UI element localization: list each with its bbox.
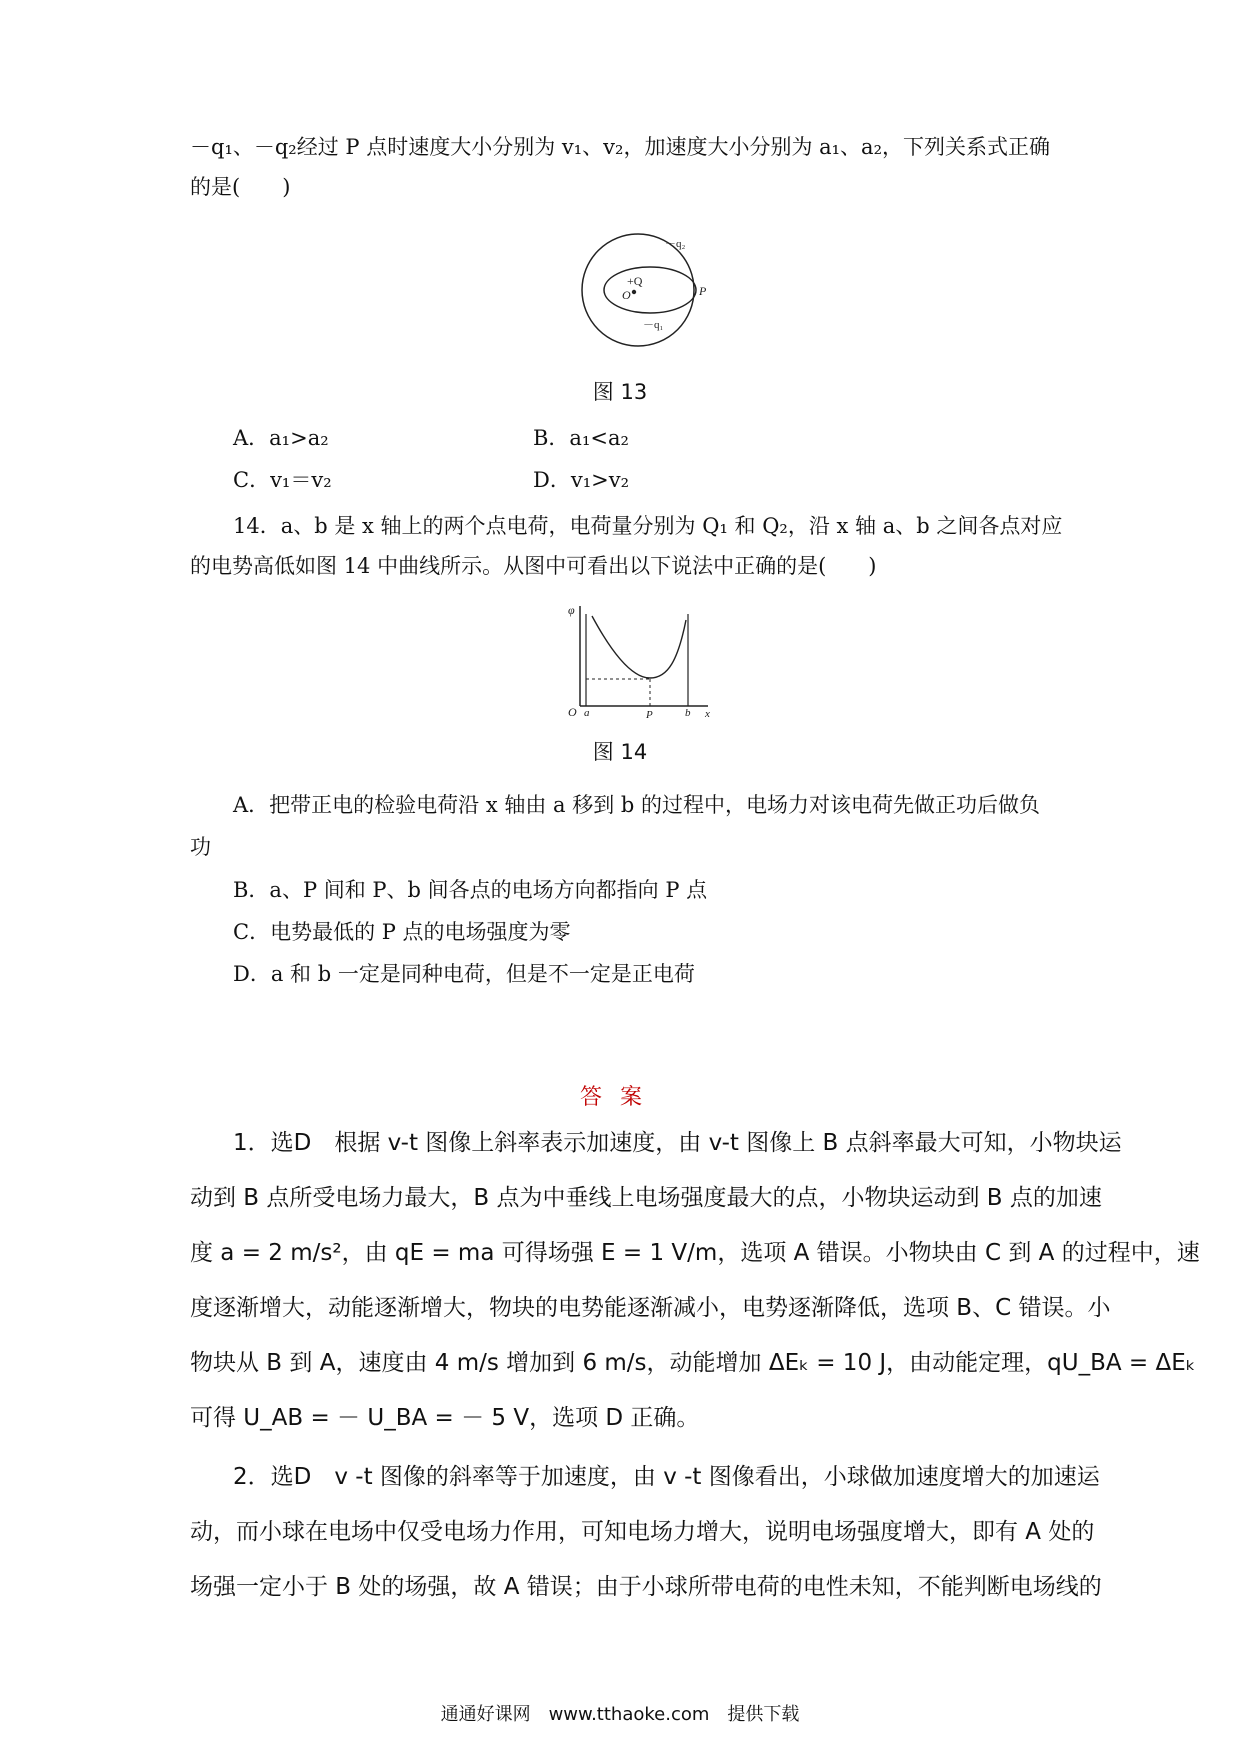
- q14-text-line2: 的电势高低如图 14 中曲线所示。从图中可看出以下说法中正确的是( ): [190, 554, 877, 578]
- q13-option-d: D．v₁>v₂: [533, 468, 629, 492]
- label-phi: φ: [568, 603, 575, 617]
- elliptical-orbit: [604, 267, 696, 313]
- q14-option-b: B．a、P 间和 P、b 间各点的电场方向都指向 P 点: [233, 878, 708, 902]
- label-b: b: [685, 707, 691, 719]
- q13-option-a: A．a₁>a₂: [233, 426, 329, 450]
- center-point: [632, 290, 636, 294]
- page-footer: 通通好课网 www.tthaoke.com 提供下载: [440, 1704, 800, 1725]
- label-a: a: [584, 707, 590, 719]
- answer-1-line: 度 a = 2 m/s²，由 qE = ma 可得场强 E = 1 V/m，选项 A 错误。小物块由 C 到 A 的过程中，速: [190, 1240, 1200, 1266]
- q14-text-line1: 14．a、b 是 x 轴上的两个点电荷，电荷量分别为 Q₁ 和 Q₂，沿 x 轴 a、b 之间各点对应: [233, 514, 1063, 538]
- answer-2-line: 场强一定小于 B 处的场强，故 A 错误；由于小球所带电荷的电性未知，不能判断电场线的: [190, 1574, 1102, 1600]
- label-q1: －q₁: [643, 319, 664, 331]
- answer-2-line: 2．选D v -t 图像的斜率等于加速度，由 v -t 图像看出，小球做加速度增大的加速运: [233, 1464, 1100, 1490]
- potential-curve: [592, 616, 686, 678]
- q14-option-c: C．电势最低的 P 点的电场强度为零: [233, 920, 571, 944]
- answer-1-line: 动到 B 点所受电场力最大，B 点为中垂线上电场强度最大的点，小物块运动到 B 点的加速: [190, 1185, 1102, 1211]
- circular-orbit: [582, 234, 694, 346]
- answer-2-line: 动，而小球在电场中仅受电场力作用，可知电场力增大，说明电场强度增大，即有 A 处的: [190, 1519, 1095, 1545]
- label-q2: －q₂: [665, 238, 686, 250]
- answer-1-line: 物块从 B 到 A，速度由 4 m/s 增加到 6 m/s，动能增加 ΔEₖ = 10 J，由动能定理，qU_BA = ΔEₖ: [190, 1350, 1196, 1376]
- q14-option-a-line2: 功: [190, 835, 211, 859]
- label-P: P: [699, 284, 707, 298]
- figure-13-caption: 图 13: [592, 380, 648, 404]
- answers-title: 答案: [579, 1085, 660, 1110]
- figure-14-caption: 图 14: [592, 740, 648, 764]
- q14-option-a-line1: A．把带正电的检验电荷沿 x 轴由 a 移到 b 的过程中，电场力对该电荷先做正功后做负: [233, 793, 1041, 817]
- q14-option-d: D．a 和 b 一定是同种电荷，但是不一定是正电荷: [233, 962, 695, 986]
- answer-1-line: 可得 U_AB = － U_BA = － 5 V，选项 D 正确。: [190, 1405, 700, 1431]
- label-Q: +Q: [627, 274, 643, 288]
- label-O: O: [622, 288, 631, 302]
- figure-14-potential-graph: [558, 600, 728, 720]
- label-P: P: [646, 709, 653, 720]
- q13-text-line1: －q₁、－q₂经过 P 点时速度大小分别为 v₁、v₂，加速度大小分别为 a₁、a₂，下列关系式正确: [190, 135, 1050, 159]
- label-x: x: [705, 708, 710, 720]
- answer-1-line: 1．选D 根据 v-t 图像上斜率表示加速度，由 v-t 图像上 B 点斜率最大可知，小物块运: [233, 1130, 1122, 1156]
- q13-text-line2: 的是( ): [190, 175, 291, 199]
- label-origin: O: [568, 705, 577, 719]
- answer-1-line: 度逐渐增大，动能逐渐增大，物块的电势能逐渐减小，电势逐渐降低，选项 B、C 错误。小: [190, 1295, 1111, 1321]
- figure-13-orbits: [565, 225, 735, 370]
- q13-option-b: B．a₁<a₂: [533, 426, 629, 450]
- q13-option-c: C．v₁＝v₂: [233, 468, 332, 492]
